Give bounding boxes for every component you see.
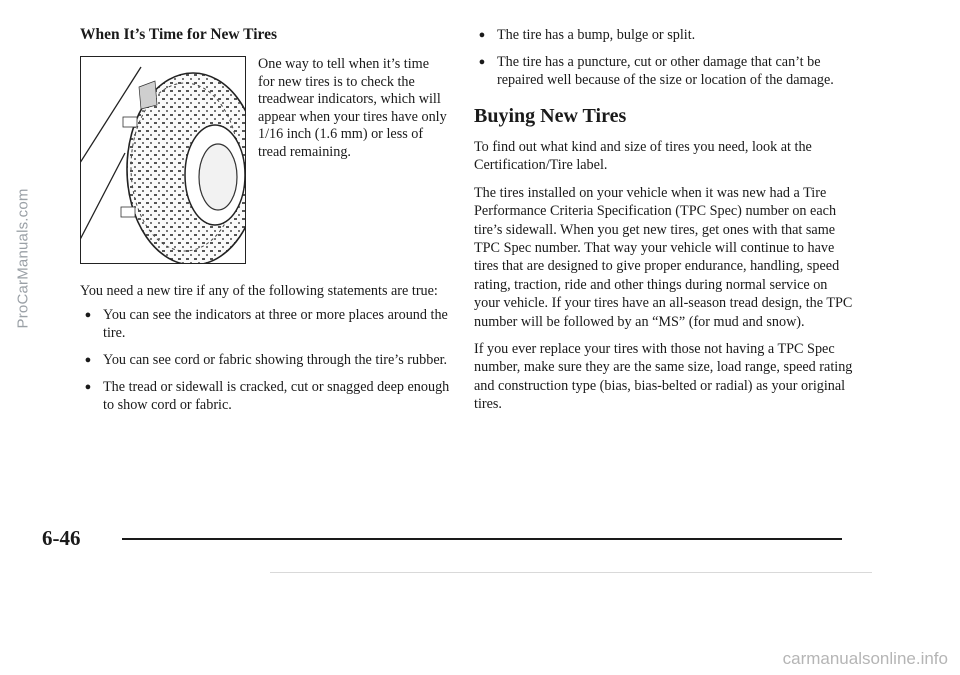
- section-title-new-tires: When It’s Time for New Tires: [80, 26, 278, 43]
- intro-paragraph: One way to tell when it’s time for new tires is to check the treadwear indicators, which will appear when your tires have only 1/16 inch (1.6 mm) or less of tread remaining.: [258, 56, 447, 160]
- list-item: [80, 351, 450, 369]
- section-heading-buying-tires: Buying New Tires: [474, 105, 627, 127]
- right-bullet-list: [474, 26, 854, 89]
- page-number: 6-46: [42, 526, 81, 550]
- list-item: [80, 378, 450, 414]
- paragraph: The tires installed on your vehicle when it was new had a Tire Performance Criteria Specification (TPC Spec) number on each tire’s sidewall. When you get new tires, get ones with that same TPC Spec number. That way your vehicle will continue to have tires that are designed to give proper endurance, handling, speed rating, traction, ride and other things during normal service on your vehicle. If your tires have an all-season tread design, the TPC number will be followed by an “MS” (for mud and snow).: [474, 184, 853, 330]
- list-item: [474, 26, 854, 44]
- figure-row: [80, 56, 450, 264]
- list-item: [474, 53, 854, 89]
- paragraph: If you ever replace your tires with those not having a TPC Spec number, make sure they are the same size, load range, speed rating and construction type (bias, bias-belted or radial) as your original tires.: [474, 341, 853, 413]
- bottom-rule: [270, 572, 872, 573]
- corner-watermark: carmanualsonline.info: [782, 649, 948, 668]
- list-item-text: The tire has a puncture, cut or other damage that can’t be repaired well because of the size or location of the damage.: [497, 54, 834, 88]
- bullet-icon: ●: [84, 381, 92, 393]
- list-item-text: The tread or sidewall is cracked, cut or snagged deep enough to show cord or fabric.: [103, 379, 450, 413]
- watermark-text: ProCarManuals.com: [14, 188, 32, 329]
- list-item: [80, 306, 450, 342]
- tire-icon: [81, 57, 246, 264]
- list-item-text: The tire has a bump, bulge or split.: [497, 27, 696, 43]
- paragraph: To find out what kind and size of tires you need, look at the Certification/Tire label.: [474, 139, 812, 174]
- left-column: [80, 26, 450, 423]
- right-column: [474, 26, 854, 423]
- list-item-text: You can see cord or fabric showing through the tire’s rubber.: [103, 352, 448, 368]
- bullet-icon: ●: [478, 29, 486, 41]
- lead-paragraph: You need a new tire if any of the following statements are true:: [80, 283, 438, 299]
- bullet-icon: ●: [84, 354, 92, 366]
- list-item-text: You can see the indicators at three or more places around the tire.: [103, 307, 448, 341]
- footer-rule: [122, 538, 842, 540]
- left-bullet-list: [80, 306, 450, 414]
- bullet-icon: ●: [84, 309, 92, 321]
- bullet-icon: ●: [478, 56, 486, 68]
- tire-illustration: [80, 56, 246, 264]
